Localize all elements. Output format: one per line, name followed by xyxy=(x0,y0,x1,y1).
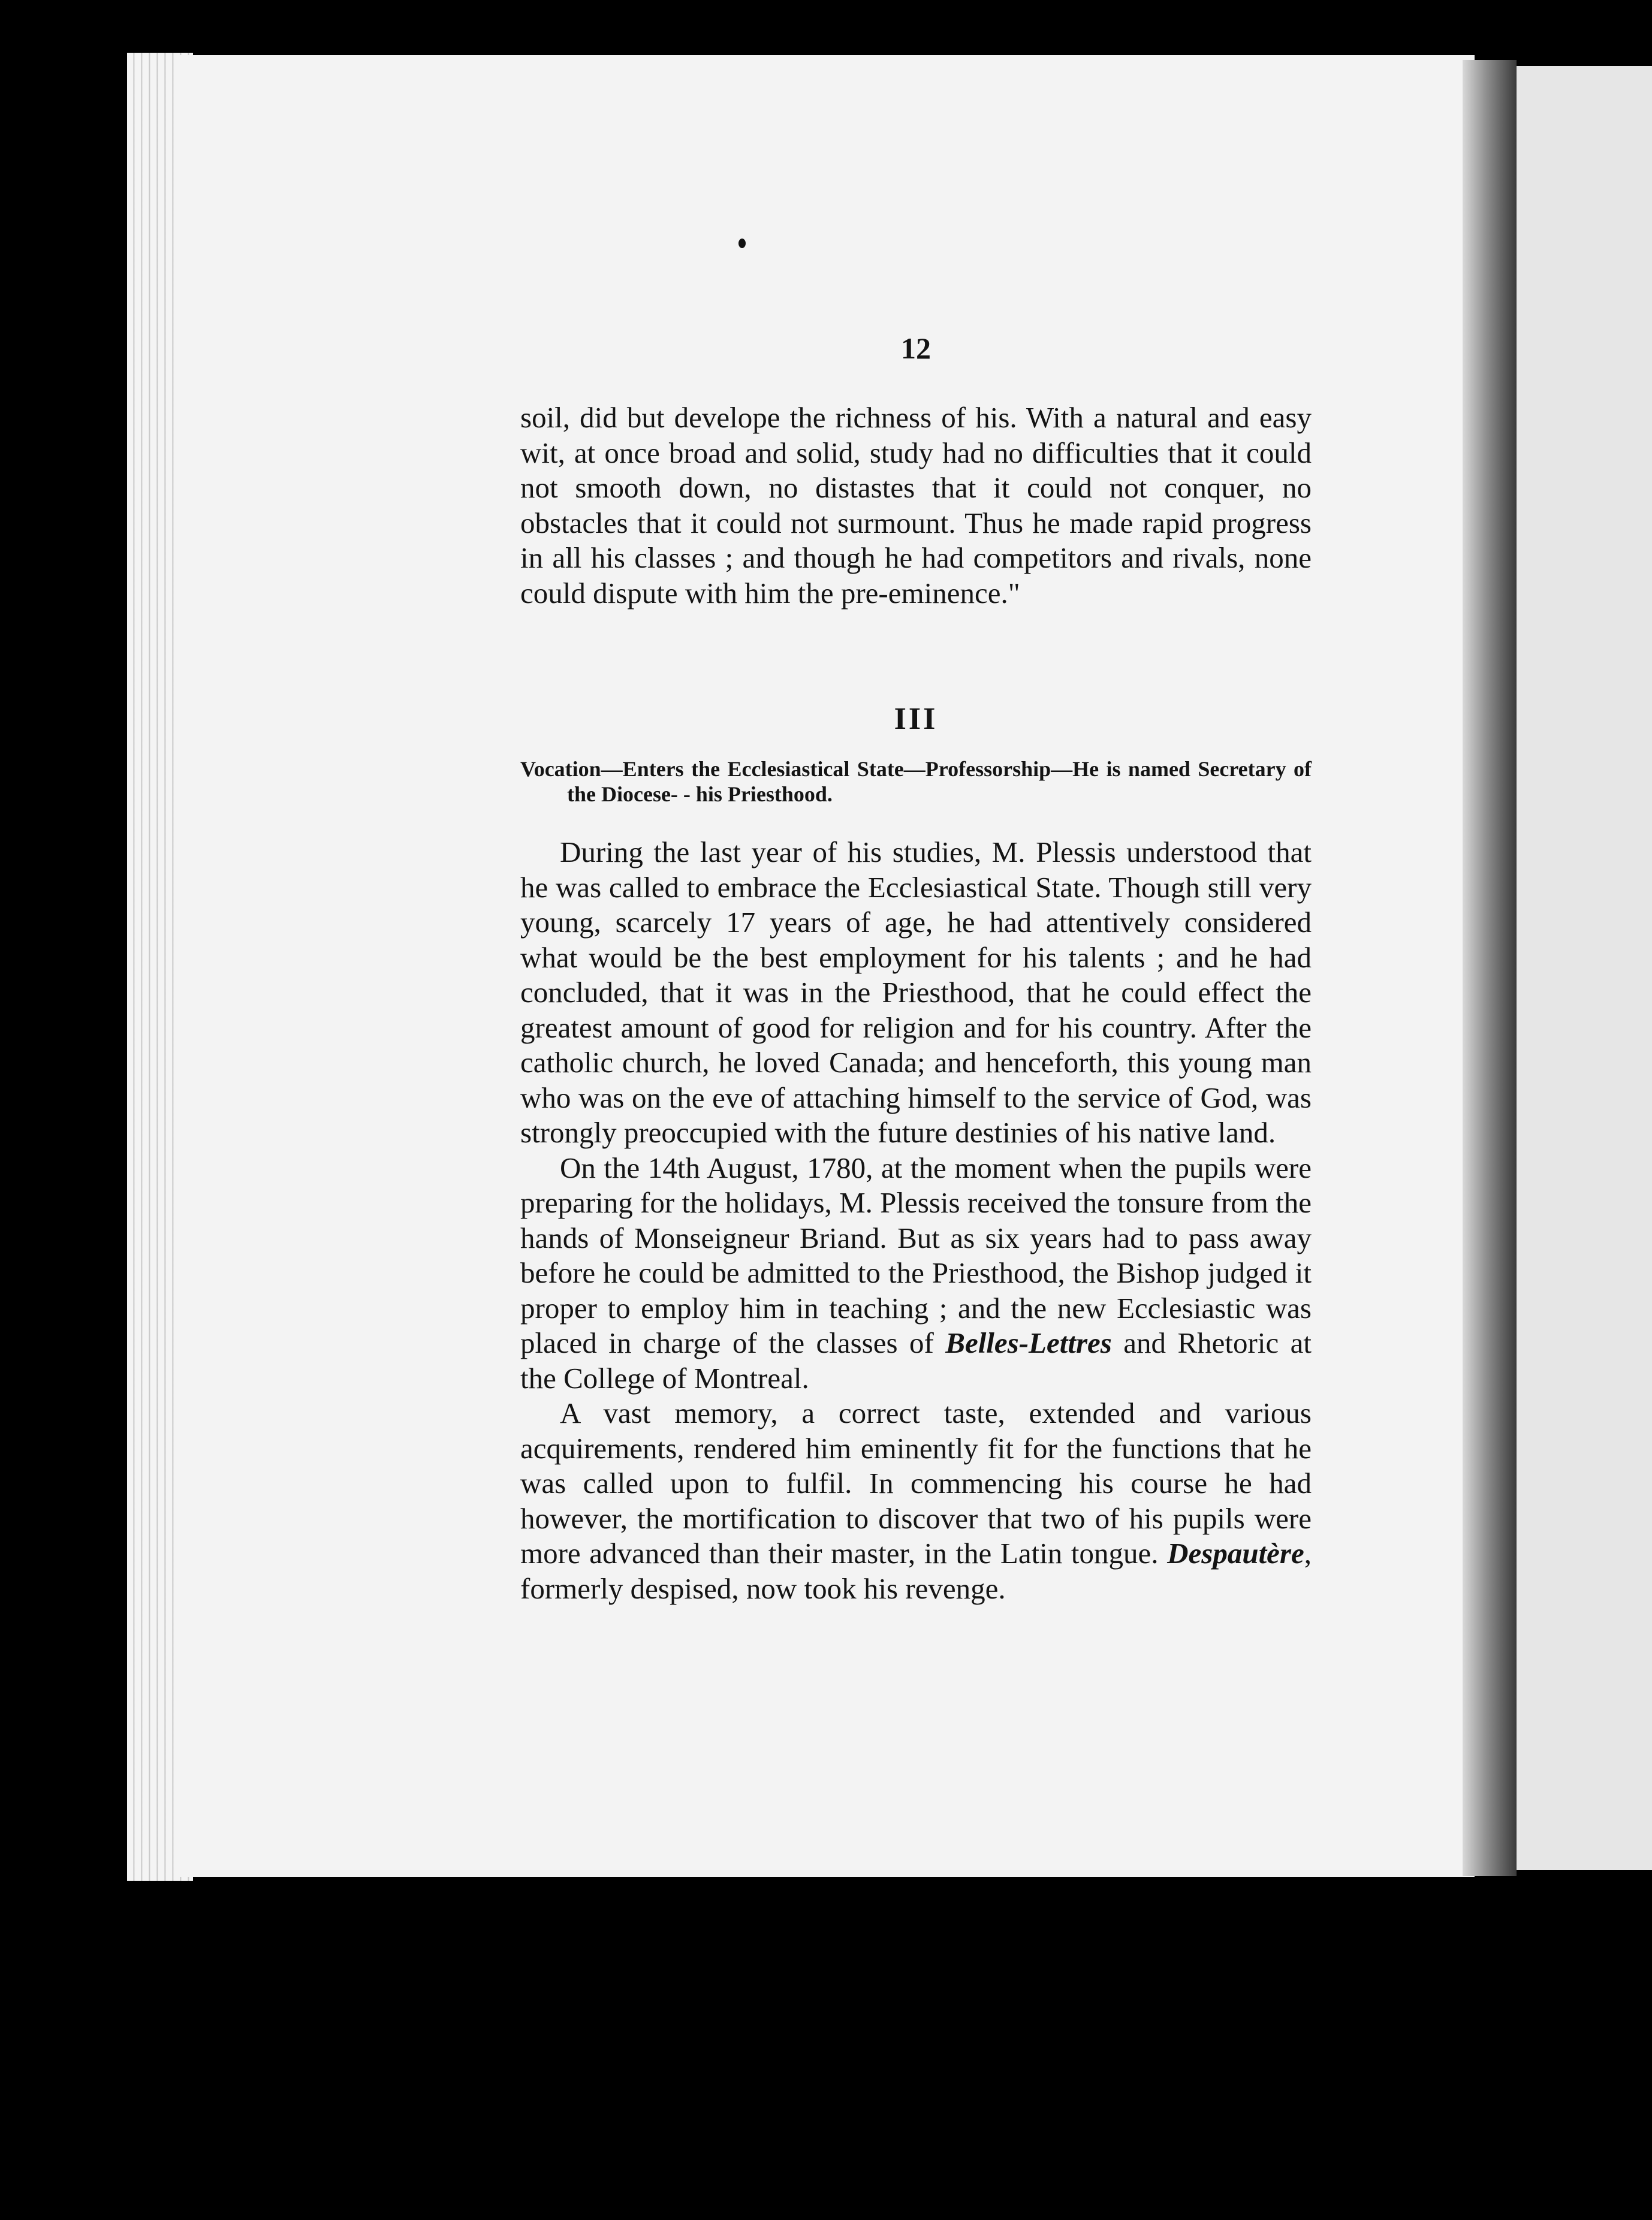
italic-name-despautere: Despautère xyxy=(1167,1537,1304,1570)
book-gutter-shadow xyxy=(1463,60,1517,1876)
paragraph-tonsure-text: On the 14th August, 1780, at the moment when the pupils were preparing for the holidays, M. Plessis received the tonsure from the hands of Monseigneur Briand. But as six years had to pass away before he could be admitted to the Priesthood, the Bishop judged it proper to employ him in teaching ; and the new Ecclesiastic was placed in charge of the classes of xyxy=(520,1151,1312,1359)
paragraph-tonsure xyxy=(520,1151,1312,1396)
facing-page-edge xyxy=(1517,66,1652,1870)
paragraph-teaching-text: A vast memory, a correct taste, extended and various acquirements, rendered him eminently fit for the functions that he was called upon to fulfil. In commencing his course he had however, the mortification to discover that two of his pupils were more advanced than their master, in the Latin tongue. xyxy=(520,1396,1312,1570)
body-text xyxy=(520,835,1312,1606)
section-summary-text: Vocation—Enters the Ecclesiastical State—Professorship—He is named Secretary of the Diocese- - his Priesthood. xyxy=(520,757,1312,806)
section-heading: III xyxy=(894,702,938,736)
opening-paragraph: soil, did but develope the richness of his. With a natural and easy wit, at once broad and solid, study had no difficulties that it could not smooth down, no distastes that it could not conquer, no obstacles that it could not surmount. Thus he made rapid progress in all his classes ; and though he had competitors and rivals, none could dispute with him the pre-eminence." xyxy=(520,401,1312,610)
page-number: 12 xyxy=(901,331,931,365)
ink-speck xyxy=(738,239,746,248)
section-summary xyxy=(520,756,1312,807)
italic-title-belles-lettres: Belles-Lettres xyxy=(945,1326,1112,1359)
paragraph-vocation: During the last year of his studies, M. Plessis understood that he was called to embrace the Ecclesiastical State. Though still very young, scarcely 17 years of age, he had attentively considered what would be the best employment for his talents ; and he had concluded, that it was in the Priesthood, that he could effect the greatest amount of good for religion and for his country. After the catholic church, he loved Canada; and henceforth, this young man who was on the eve of attaching himself to the service of God, was strongly preoccupied with the future destinies of his native land. xyxy=(520,835,1312,1149)
paragraph-tonsure-end: and Rhetoric at the College of Montreal. xyxy=(520,1326,1312,1395)
opening-paragraph-block xyxy=(520,400,1312,611)
paragraph-teaching xyxy=(520,1396,1312,1606)
paragraph-teaching-end: , formerly despised, now took his revenge. xyxy=(520,1537,1312,1605)
